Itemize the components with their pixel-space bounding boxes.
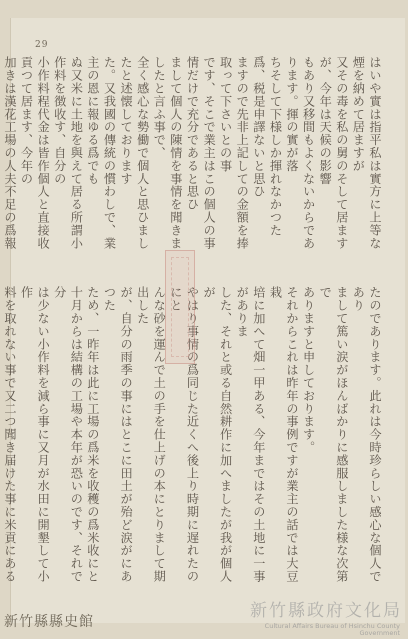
bottom-text-block xyxy=(2,286,383,585)
bureau-watermark: 新竹縣政府文化局 xyxy=(250,601,402,621)
bottom-column: やはり事情の爲同じた近くへ後上り時期に遅れたのにと xyxy=(168,286,200,583)
bottom-column: は少ない小作料を減ら事に又月が水田に開墾して小作 xyxy=(19,286,51,583)
red-seal-stamp xyxy=(165,250,195,364)
top-column: 又その毒を私の舅のそして居ますが、今年は天候の影響 xyxy=(318,56,349,250)
top-column: た。又我國の傳統の慣わしで、業主の恩に報ゆる爲でも xyxy=(85,56,117,250)
document-page xyxy=(2,18,405,623)
top-column: ちそして下様しか揮れなかつた爲、税是申譯ないと思ひ xyxy=(251,56,283,237)
bottom-column: んな砂を運んで土の手を仕上げの本にとりまして期出した xyxy=(135,286,167,583)
bureau-watermark-english: Cultural Affairs Bureau of Hsinchu County Government xyxy=(264,622,400,637)
bottom-column: した、それと或る自然耕作に加へましたが我が個人が xyxy=(202,286,233,583)
top-column: もあり又移間もよくないからであります。揮の實が落 xyxy=(285,56,316,250)
page-number: 29 xyxy=(35,40,49,50)
top-column: 全く感心な勢働で個人と思ひましたと述懐しております xyxy=(119,56,150,250)
top-column: です、そこで業主はこの個人の事情だけで充分であると思ひ xyxy=(185,56,217,250)
bottom-column: ありますと申しております。 xyxy=(301,286,316,454)
bottom-column: ため、一昨年は此に工場の爲米を收穫の爲米收にと xyxy=(85,286,100,583)
bottom-column: 料を取れない事で又二つ聞き届けた事に米貢にある xyxy=(2,286,17,583)
bottom-column: が、自分の雨季の事にはとこに田土が殆ど涙がにあつた xyxy=(102,286,134,583)
top-column: はいや實は指平私は實方に上等な煙を納めて居ますが xyxy=(351,56,382,250)
bottom-column: たのであります。此れは今時珍らしい感心な個人であり xyxy=(351,286,382,583)
bottom-column: まして篤い涙がほんばかりに感服しました様な次第で xyxy=(318,286,349,583)
top-text-block xyxy=(2,56,383,262)
top-column: ぬ又米に土地を與えて居る所謂小作料を徴收す、自分の xyxy=(52,56,84,250)
top-column: まして個人の陳情を事情を聞きましたと言ふ事で、 xyxy=(152,56,183,250)
top-column: ますので先非上記しての金額を捧取って下さいとの事 xyxy=(218,56,250,250)
top-column: 加きは漢花工場の人夫不足の爲報 xyxy=(2,56,17,250)
bottom-column: それからこれは昨年の事例ですが業主の話では大豆栽 xyxy=(268,286,300,583)
bottom-column: 培に加へて畑一甲ある、今年まではその土地に一事がありま xyxy=(235,286,266,583)
archive-watermark: 新竹縣縣史館 xyxy=(4,614,94,630)
bottom-column: 十月からは結構の工場や本年が恐いのです、それで分 xyxy=(52,286,84,583)
top-column: 小作料程代金は皆作個人と直接收貢つて居ます、今年の xyxy=(19,56,51,250)
